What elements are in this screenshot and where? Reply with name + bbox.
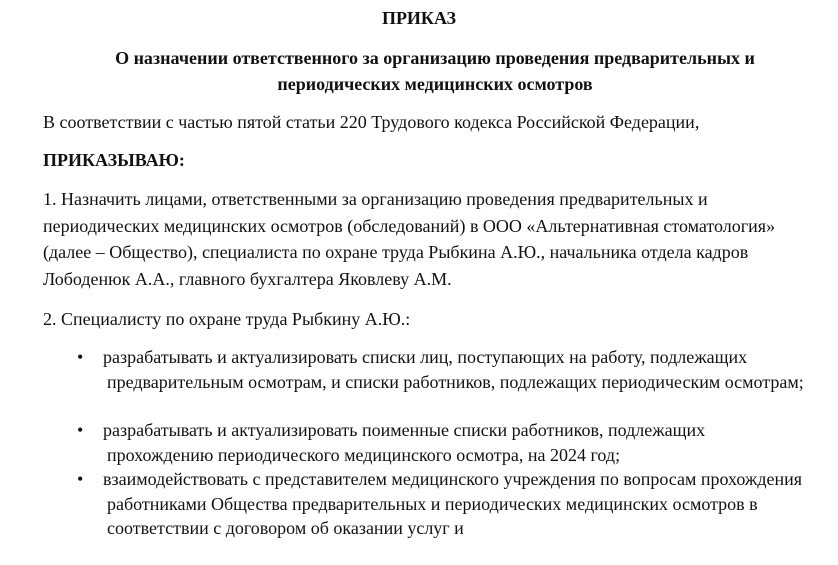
bullet-icon: • — [77, 469, 84, 489]
bullet-list — [0, 345, 838, 565]
bullet-icon: • — [77, 347, 84, 367]
document-title: ПРИКАЗ — [381, 8, 457, 28]
order-heading: ПРИКАЗЫВАЮ: — [43, 150, 185, 170]
bullet-text: взаимодействовать с представителем медицинского учреждения по вопросам прохождения работниками Общества предварительных и периодических медицинских осмотров в соответствии с договором об оказании услуг и — [103, 469, 803, 538]
subtitle-line-2: периодических медицинских осмотров — [277, 74, 593, 94]
basis-paragraph: В соответствии с частью пятой статьи 220 Трудового кодекса Российской Федерации, — [43, 112, 700, 132]
order-item-1: 1. Назначить лицами, ответственными за организацию проведения предварительных и периодических медицинских осмотров (обследований) в ООО «Альтернативная стоматология» (далее – Общество), специалиста по охране труда Рыбкина А.Ю., начальника отдела кадров Лободенюк А.А., главного бухгалтера Яковлеву А.М. — [43, 189, 776, 289]
order-item-2: 2. Специалисту по охране труда Рыбкину А.Ю.: — [43, 309, 411, 329]
bullet-text: разрабатывать и актуализировать списки лиц, поступающих на работу, подлежащих предварительным осмотрам, и списки работников, подлежащих периодическим осмотрам; — [103, 347, 804, 392]
document-subtitle — [60, 45, 810, 97]
bullet-text: разрабатывать и актуализировать поименные списки работников, подлежащих прохождению периодического медицинского осмотра, на 2024 год; — [103, 420, 706, 465]
bullet-item-2 — [0, 418, 838, 467]
bullet-icon: • — [77, 420, 84, 440]
bullet-item-3 — [0, 467, 838, 565]
subtitle-line-1: О назначении ответственного за организацию проведения предварительных и — [115, 48, 755, 68]
bullet-item-1 — [0, 345, 838, 418]
